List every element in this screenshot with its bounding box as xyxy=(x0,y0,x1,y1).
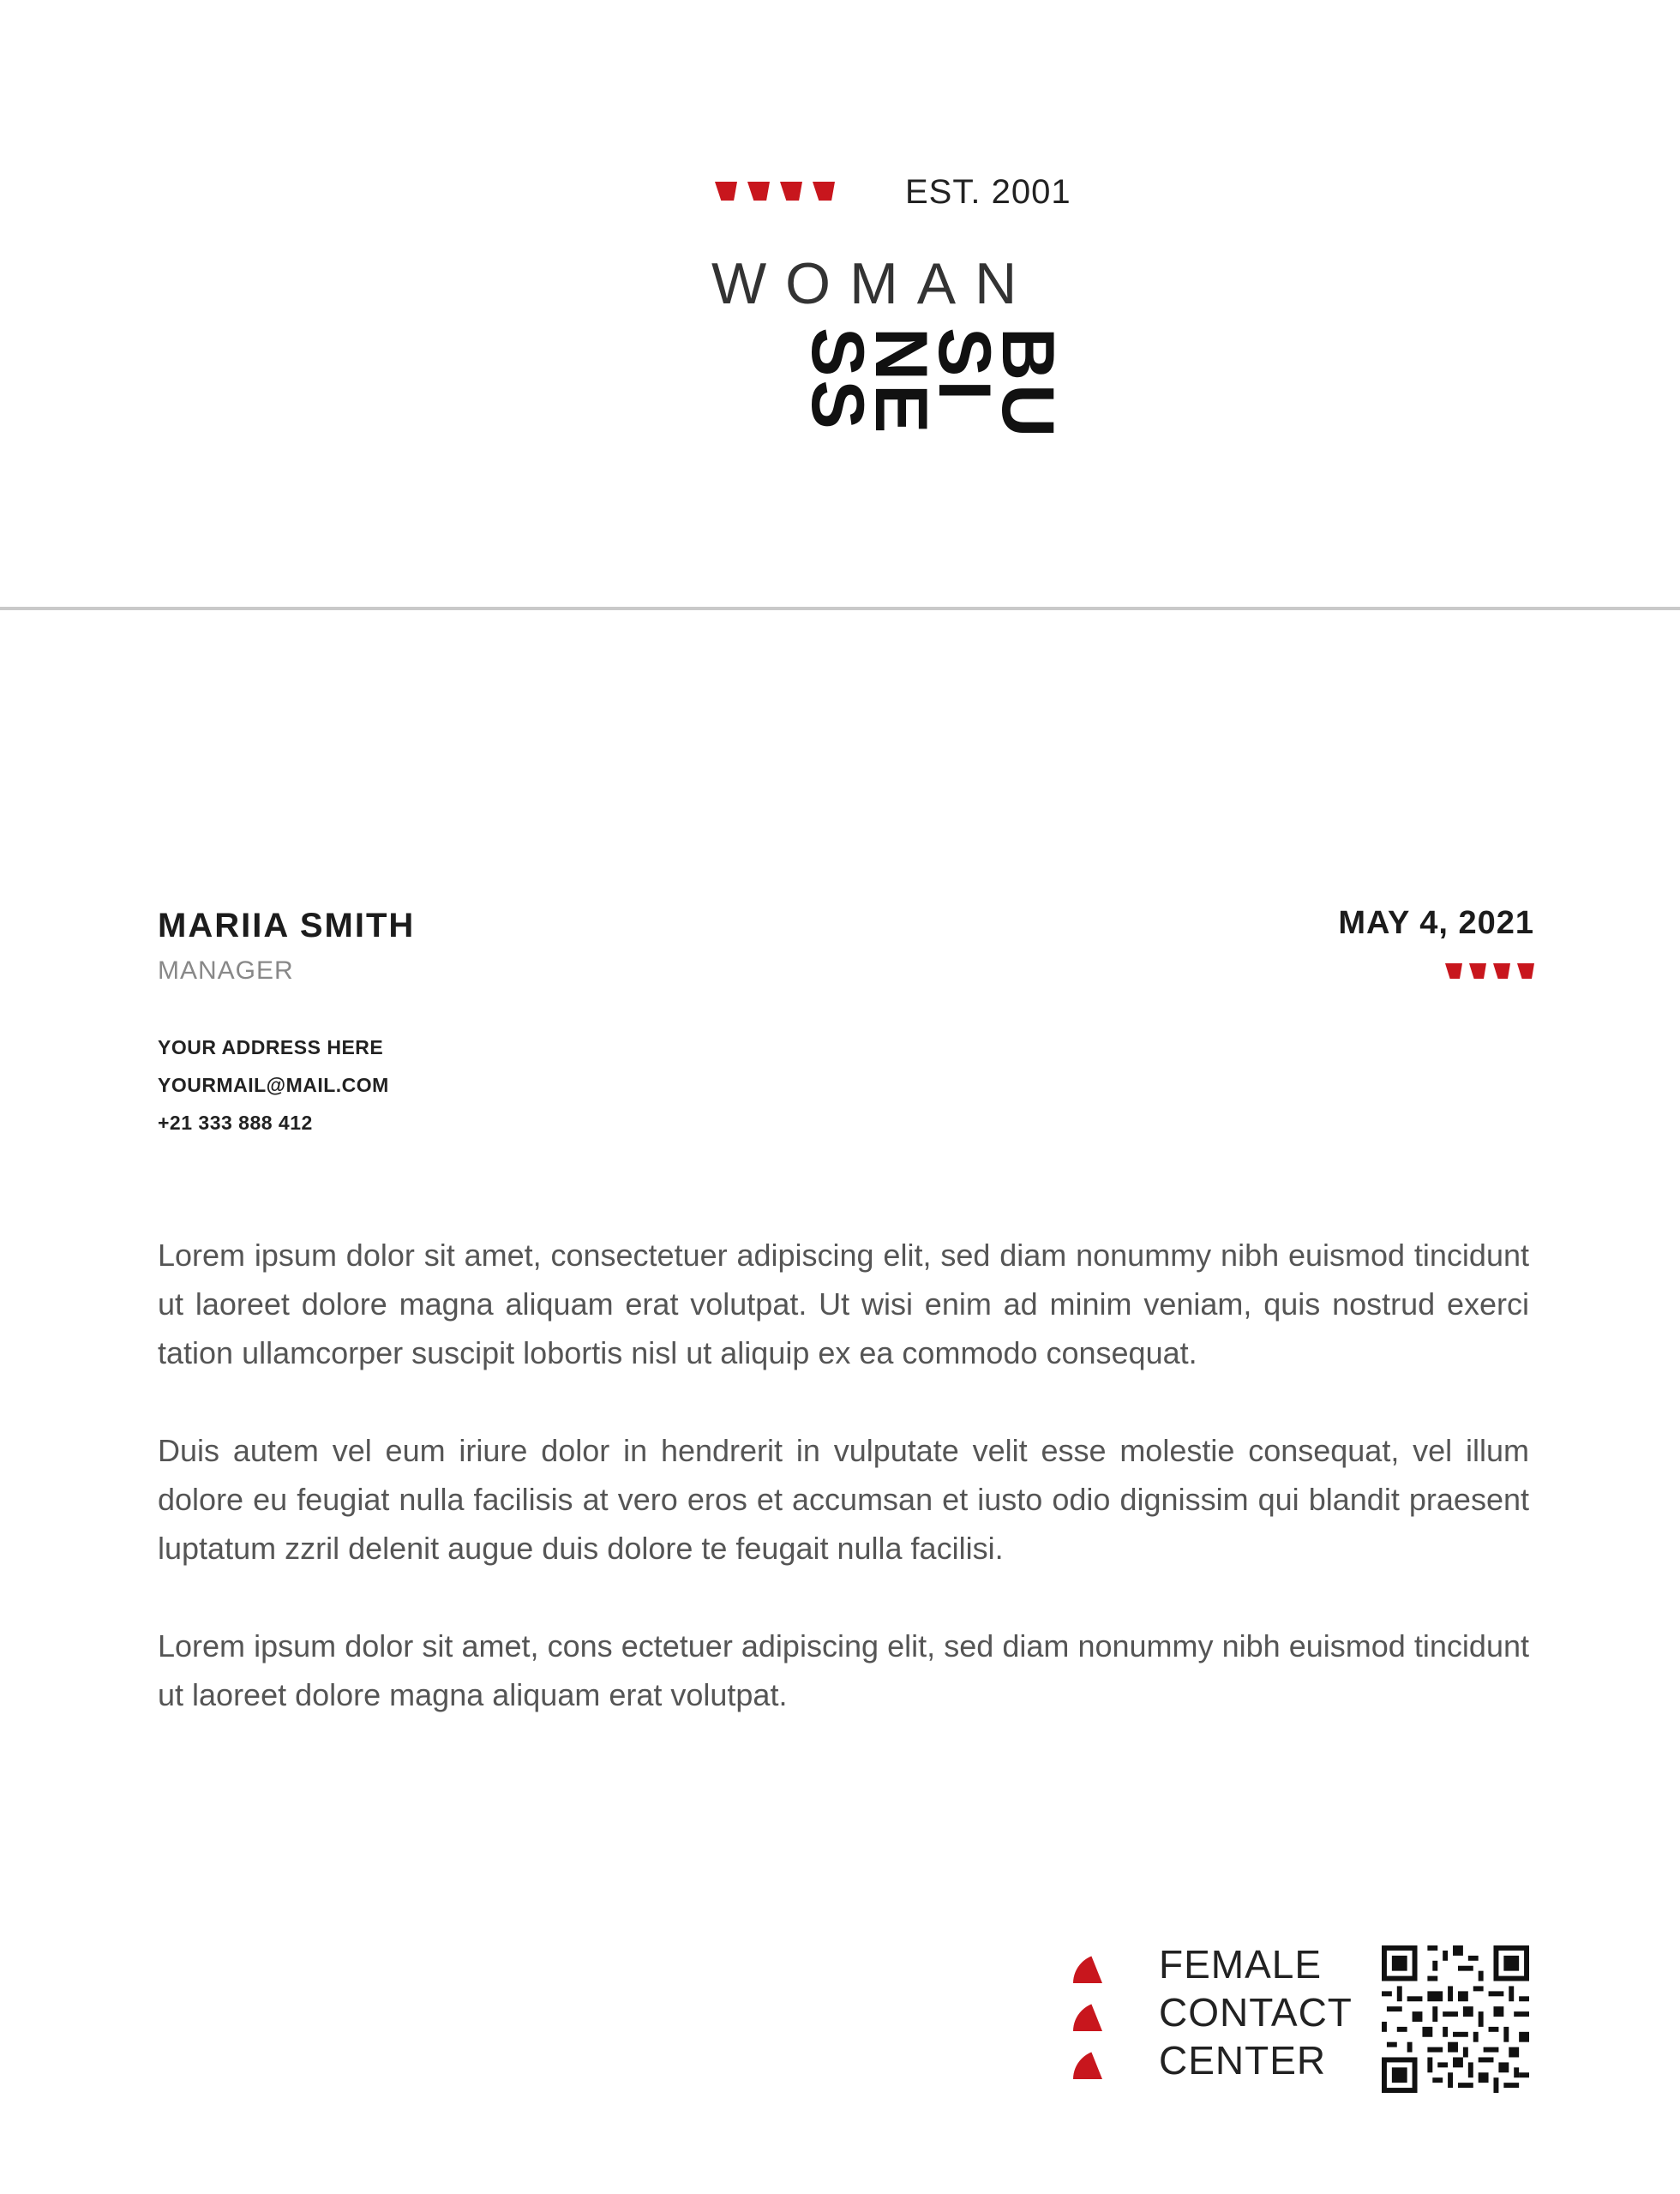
logo-business-col-1: BU xyxy=(987,327,1069,441)
body-paragraph-2: Duis autem vel eum iriure dolor in hendrerit in vulputate velit esse molestie consequat, vel illum dolore eu feugiat nulla facilisis at vero eros et accumsan et iusto odio dignissim qui blandit praesent luptatum zzril delenit augue duis dolore te feugait nulla facilisi. xyxy=(158,1433,1529,1566)
footer-line-1: FEMALE xyxy=(1159,1942,1323,1987)
sender-name: MARIIA SMITH xyxy=(158,907,416,944)
footer-marks xyxy=(1073,1954,1102,2079)
accent-mark xyxy=(813,182,835,201)
footer-contact-label xyxy=(1159,1940,1353,2084)
body-paragraph-1: Lorem ipsum dolor sit amet, consectetuer adipiscing elit, sed diam nonummy nibh euismod tincidunt ut laoreet dolore magna aliquam erat volutpat. Ut wisi enim ad minim veniam, quis nostrud exerci tation ullamcorper suscipit lobortis nisl ut aliquip ex ea commodo consequat. xyxy=(158,1238,1529,1370)
footer-mark xyxy=(1073,2002,1102,2031)
footer-line-3: CENTER xyxy=(1159,2038,1327,2083)
sender-contact xyxy=(158,1028,389,1142)
footer-mark xyxy=(1073,1954,1102,1983)
sender-phone: +21 333 888 412 xyxy=(158,1112,313,1134)
logo-business-col-4: SS xyxy=(796,327,879,433)
accent-mark xyxy=(715,182,737,201)
letter-date: MAY 4, 2021 xyxy=(1338,905,1534,941)
accent-mark xyxy=(780,182,802,201)
accent-mark xyxy=(1517,963,1534,979)
footer-line-2: CONTACT xyxy=(1159,1990,1353,2035)
accent-mark xyxy=(1469,963,1486,979)
footer-mark xyxy=(1073,2050,1102,2079)
accent-mark xyxy=(1445,963,1462,979)
sender-address: YOUR ADDRESS HERE xyxy=(158,1036,384,1058)
qr-code-icon xyxy=(1382,1945,1529,2093)
logo-word-woman: WOMAN xyxy=(711,251,1036,316)
logo-business-col-2: SI xyxy=(923,327,1005,405)
logo-accent-marks xyxy=(715,182,835,201)
date-accent-marks xyxy=(1445,963,1534,979)
accent-mark xyxy=(747,182,770,201)
accent-mark xyxy=(1493,963,1510,979)
sender-email: YOURMAIL@MAIL.COM xyxy=(158,1074,389,1096)
sender-role: MANAGER xyxy=(158,956,294,985)
logo-business-col-3: NE xyxy=(860,327,942,437)
logo-established: EST. 2001 xyxy=(905,173,1071,211)
header-divider xyxy=(0,607,1680,610)
letter-body xyxy=(158,1231,1529,1768)
body-paragraph-3: Lorem ipsum dolor sit amet, cons ectetuer adipiscing elit, sed diam nonummy nibh euismod tincidunt ut laoreet dolore magna aliquam erat volutpat. xyxy=(158,1628,1529,1712)
